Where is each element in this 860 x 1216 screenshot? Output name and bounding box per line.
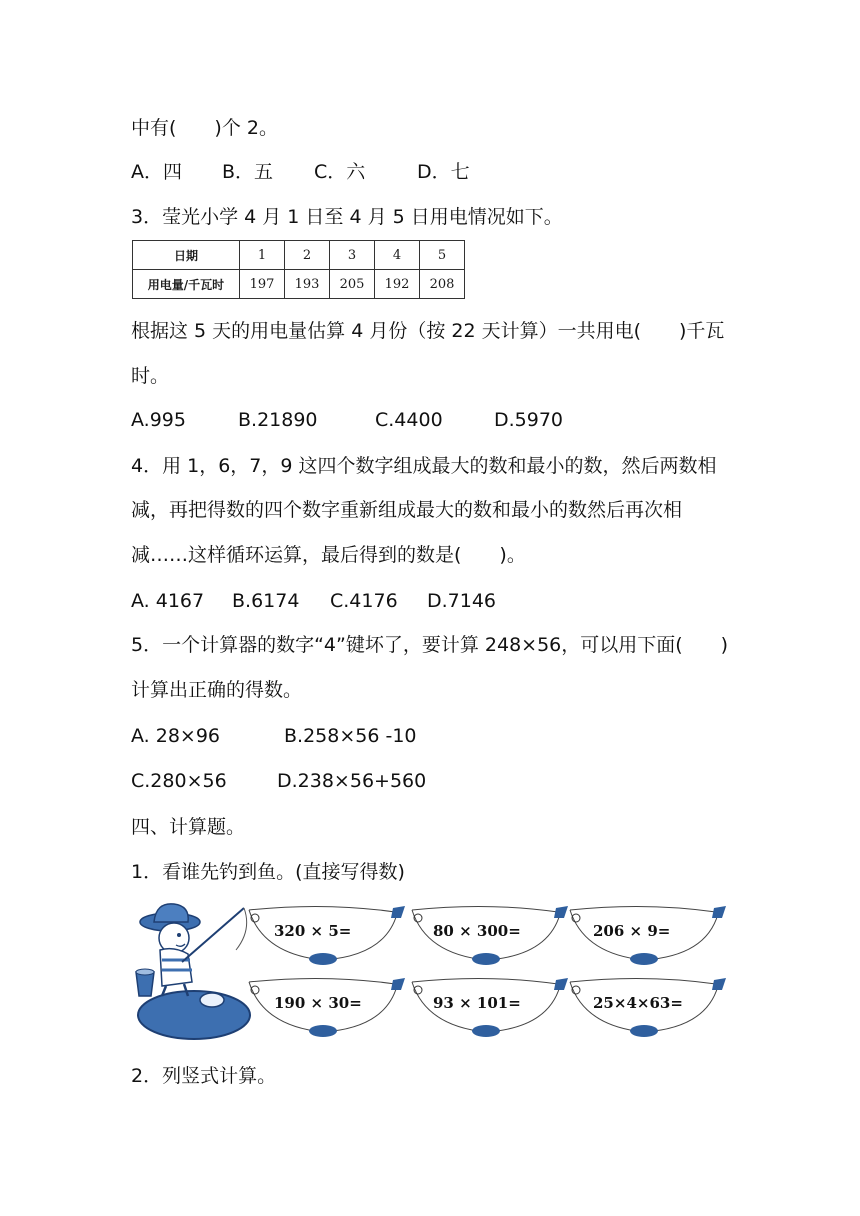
- table-cell: 1: [240, 241, 285, 270]
- q3-text-line2: 时。: [131, 365, 170, 387]
- q4-option-b: B.6174: [232, 590, 300, 612]
- fishing-problem: 93 × 101=: [433, 994, 521, 1012]
- table-row: [133, 270, 465, 299]
- q5-text-line1: 5．一个计算器的数字“4”键坏了，要计算 248×56，可以用下面( ): [131, 634, 729, 656]
- fishing-boy-illustration: [132, 900, 252, 1042]
- q2-option-d: D．七: [417, 161, 470, 183]
- table-cell: 208: [420, 270, 465, 299]
- q3-option-b: B.21890: [238, 409, 318, 431]
- section-heading: 四、计算题。: [131, 816, 246, 838]
- table-cell: 5: [420, 241, 465, 270]
- q3-option-a: A.995: [131, 409, 186, 431]
- q2-option-c: C．六: [314, 161, 366, 183]
- fishing-problem: 80 × 300=: [433, 922, 521, 940]
- calc-item-1: 1．看谁先钓到鱼。(直接写得数): [131, 861, 405, 883]
- q4-option-a: A. 4167: [131, 590, 205, 612]
- fishing-illustration: [132, 900, 732, 1042]
- table-header-date: 日期: [133, 241, 240, 270]
- q2-continuation: 中有( )个 2。: [131, 117, 278, 139]
- fishing-problem: 320 × 5=: [274, 922, 352, 940]
- q5-option-c: C.280×56: [131, 770, 227, 792]
- q3-text-line1: 根据这 5 天的用电量估算 4 月份（按 22 天计算）一共用电( )千瓦: [131, 320, 725, 342]
- q2-option-a: A．四: [131, 161, 182, 183]
- q3-option-c: C.4400: [375, 409, 443, 431]
- fishing-problem: 190 × 30=: [274, 994, 362, 1012]
- fishing-problem: 206 × 9=: [593, 922, 671, 940]
- table-cell: 2: [285, 241, 330, 270]
- table-cell: 192: [375, 270, 420, 299]
- table-cell: 205: [330, 270, 375, 299]
- q4-option-c: C.4176: [330, 590, 398, 612]
- q5-option-a: A. 28×96: [131, 725, 221, 747]
- q4-text-line2: 减，再把得数的四个数字重新组成最大的数和最小的数然后再次相: [131, 499, 683, 521]
- q3-stem: 3．莹光小学 4 月 1 日至 4 月 5 日用电情况如下。: [131, 206, 563, 228]
- fishing-problem: 25×4×63=: [593, 994, 683, 1012]
- electricity-table: [132, 240, 465, 299]
- table-cell: 197: [240, 270, 285, 299]
- table-row: [133, 241, 465, 270]
- q5-option-b: B.258×56 -10: [284, 725, 417, 747]
- table-header-usage: 用电量/千瓦时: [133, 270, 240, 299]
- q5-text-line2: 计算出正确的得数。: [131, 679, 303, 701]
- q5-option-d: D.238×56+560: [277, 770, 427, 792]
- q4-option-d: D.7146: [427, 590, 497, 612]
- q3-option-d: D.5970: [494, 409, 564, 431]
- table-cell: 4: [375, 241, 420, 270]
- calc-item-2: 2．列竖式计算。: [131, 1065, 277, 1087]
- table-cell: 3: [330, 241, 375, 270]
- q4-text-line3: 减……这样循环运算，最后得到的数是( )。: [131, 544, 526, 566]
- q2-option-b: B．五: [222, 161, 274, 183]
- table-cell: 193: [285, 270, 330, 299]
- q4-text-line1: 4．用 1，6，7，9 这四个数字组成最大的数和最小的数，然后两数相: [131, 455, 717, 477]
